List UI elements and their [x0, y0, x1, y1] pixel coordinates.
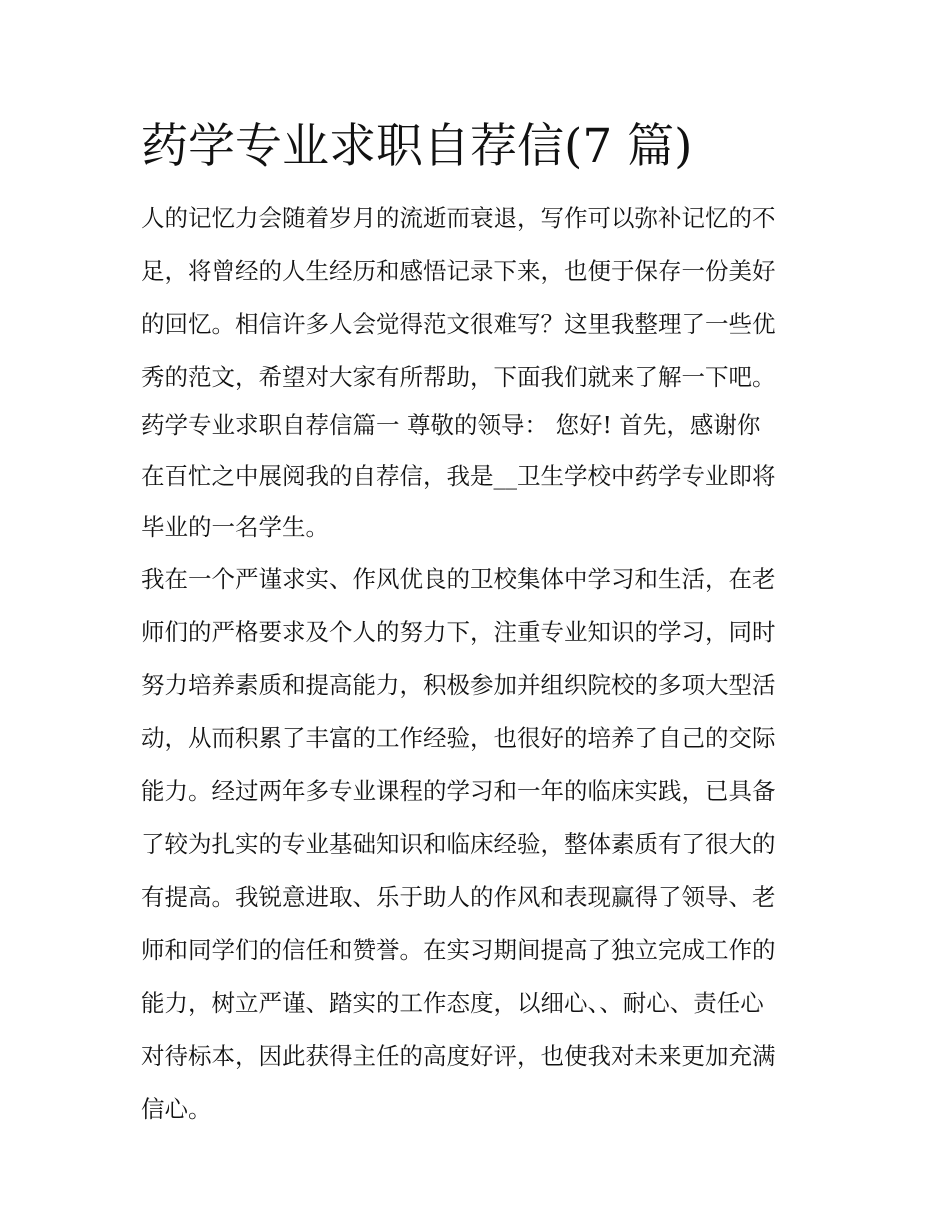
- body-line: 药学专业求职自荐信篇一 尊敬的领导： 您好! 首先，感谢你: [141, 411, 761, 439]
- body-line: 对待标本，因此获得主任的高度好评，也使我对未来更加充满: [141, 1042, 776, 1070]
- body-line: 秀的范文，希望对大家有所帮助，下面我们就来了解一下吧。: [141, 363, 776, 391]
- body-line: 信心。: [141, 1095, 212, 1123]
- body-line: 师们的严格要求及个人的努力下，注重专业知识的学习，同时: [141, 618, 776, 646]
- body-line: 努力培养素质和提高能力，积极参加并组织院校的多项大型活: [141, 671, 776, 699]
- page-title: 药学专业求职自荐信(7 篇): [141, 119, 693, 174]
- body-line: 在百忙之中展阅我的自荐信，我是__卫生学校中药学专业即将: [141, 462, 776, 490]
- body-line: 我在一个严谨求实、作风优良的卫校集体中学习和生活，在老: [141, 565, 776, 593]
- body-line: 能力。经过两年多专业课程的学习和一年的临床实践，已具备: [141, 777, 776, 805]
- body-line: 了较为扎实的专业基础知识和临床经验，整体素质有了很大的: [141, 830, 776, 858]
- body-line: 人的记忆力会随着岁月的流逝而衰退，写作可以弥补记忆的不: [141, 204, 776, 232]
- body-line: 能力，树立严谨、踏实的工作态度，以细心、、耐心、责任心: [141, 989, 764, 1017]
- body-line: 的回忆。相信许多人会觉得范文很难写？这里我整理了一些优: [141, 310, 776, 338]
- body-line: 有提高。我锐意进取、乐于助人的作风和表现赢得了领导、老: [141, 883, 776, 911]
- body-line: 动，从而积累了丰富的工作经验，也很好的培养了自己的交际: [141, 724, 776, 752]
- body-line: 毕业的一名学生。: [141, 513, 329, 541]
- body-line: 足，将曾经的人生经历和感悟记录下来，也便于保存一份美好: [141, 257, 776, 285]
- body-line: 师和同学们的信任和赞誉。在实习期间提高了独立完成工作的: [141, 936, 776, 964]
